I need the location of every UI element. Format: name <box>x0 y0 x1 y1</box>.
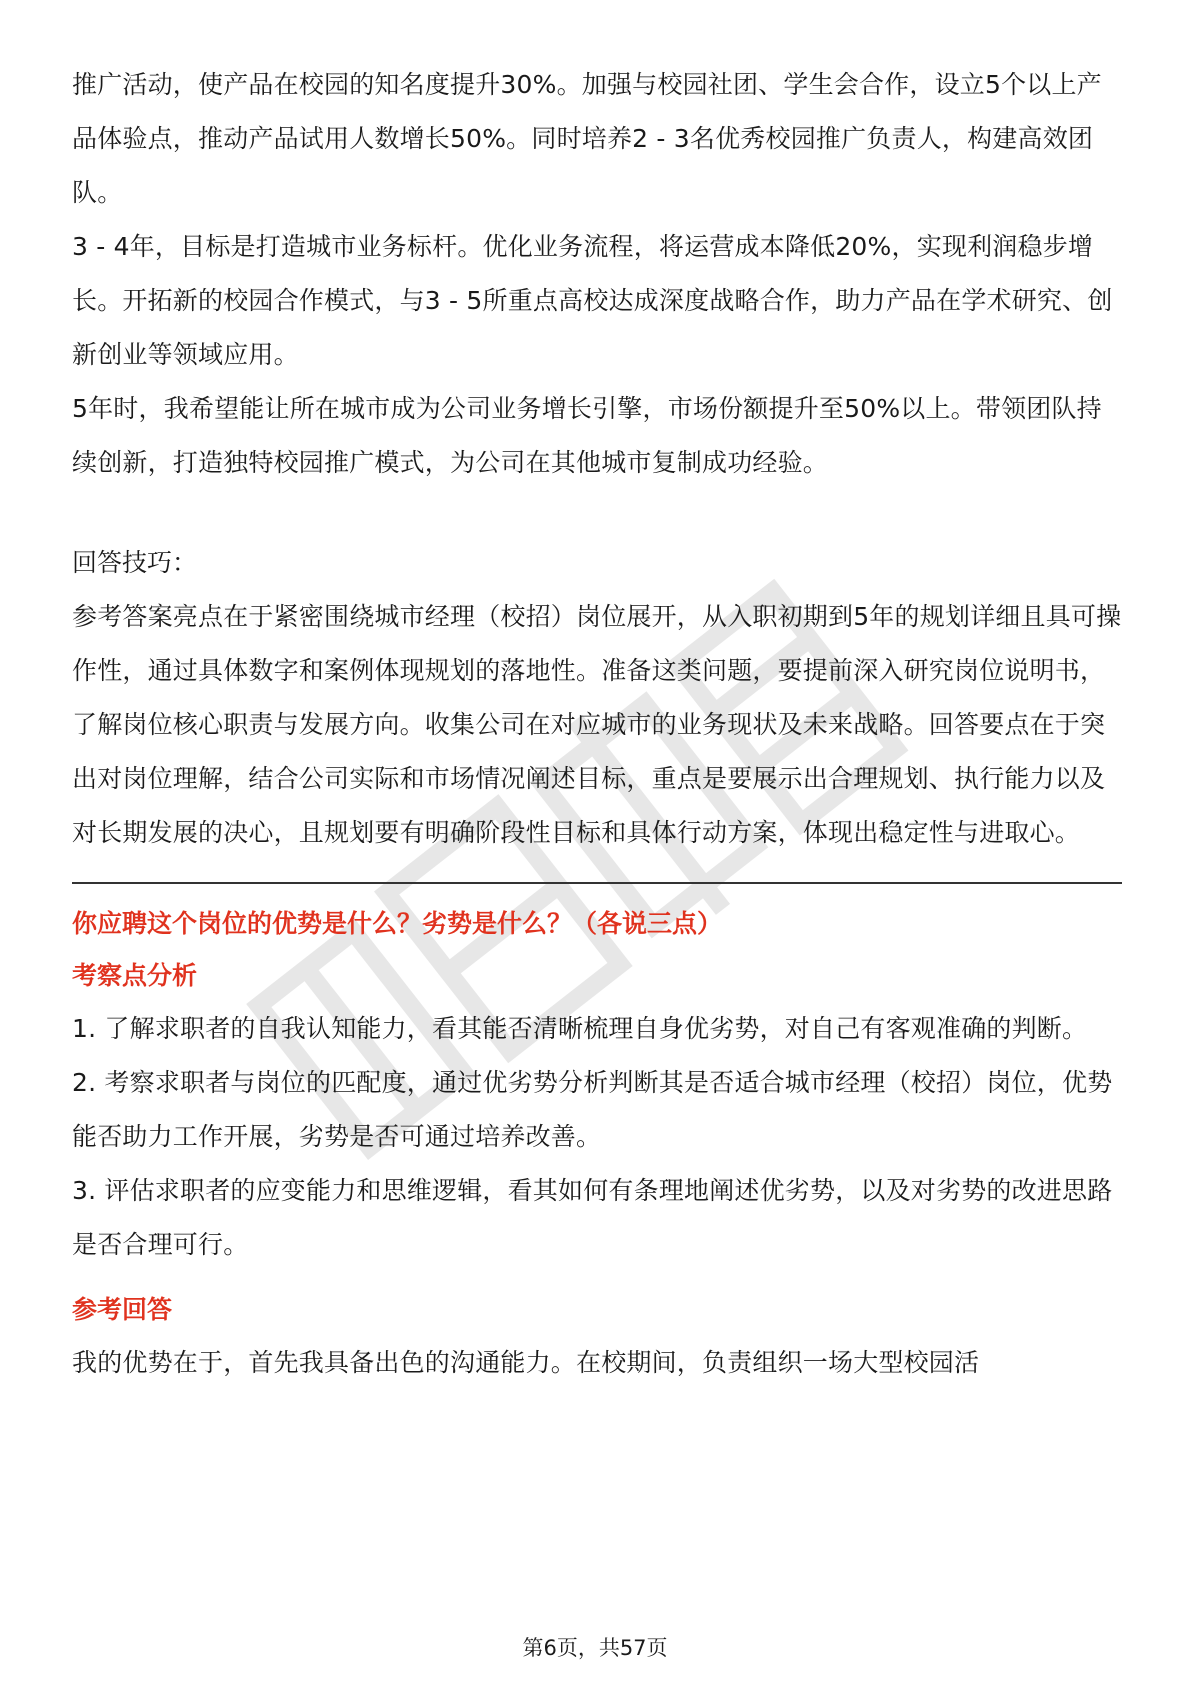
analysis-point: 2. 考察求职者与岗位的匹配度，通过优劣势分析判断其是否适合城市经理（校招）岗位，优势能否助力工作开展，劣势是否可通过培养改善。 <box>72 1068 1113 1151</box>
section-spacer <box>72 490 1122 536</box>
document-body <box>72 58 1122 1390</box>
answer-heading: 参考回答 <box>72 1295 173 1324</box>
question-title: 你应聘这个岗位的优势是什么？劣势是什么？（各说三点） <box>72 909 723 938</box>
tips-title: 回答技巧： <box>72 548 198 577</box>
continuation-paragraph: 推广活动，使产品在校园的知名度提升30%。加强与校园社团、学生会合作，设立5个以上产品体验点，推动产品试用人数增长50%。同时培养2 - 3名优秀校园推广负责人，构建高效团队。 <box>72 70 1102 207</box>
continuation-paragraph: 3 - 4年，目标是打造城市业务标杆。优化业务流程，将运营成本降低20%，实现利润稳步增长。开拓新的校园合作模式，与3 - 5所重点高校达成深度战略合作，助力产品在学术研究、创新创业等领域应用。 <box>72 232 1113 369</box>
answer-paragraph: 我的优势在于，首先我具备出色的沟通能力。在校期间，负责组织一场大型校园活 <box>72 1348 980 1377</box>
section-divider <box>72 882 1122 884</box>
analysis-point: 1. 了解求职者的自我认知能力，看其能否清晰梳理自身优劣势，对自己有客观准确的判断。 <box>72 1014 1088 1043</box>
analysis-heading: 考察点分析 <box>72 961 198 990</box>
continuation-paragraph: 5年时，我希望能让所在城市成为公司业务增长引擎，市场份额提升至50%以上。带领团队持续创新，打造独特校园推广模式，为公司在其他城市复制成功经验。 <box>72 394 1102 477</box>
tips-body: 参考答案亮点在于紧密围绕城市经理（校招）岗位展开，从入职初期到5年的规划详细且具可操作性，通过具体数字和案例体现规划的落地性。准备这类问题，要提前深入研究岗位说明书，了解岗位核心职责与发展方向。收集公司在对应城市的业务现状及未来战略。回答要点在于突出对岗位理解，结合公司实际和市场情况阐述目标，重点是要展示出合理规划、执行能力以及对长期发展的决心，且规划要有明确阶段性目标和具体行动方案，体现出稳定性与进取心。 <box>72 602 1122 847</box>
page-number: 第6页，共57页 <box>522 1636 668 1660</box>
analysis-point: 3. 评估求职者的应变能力和思维逻辑，看其如何有条理地阐述优劣势，以及对劣势的改进思路是否合理可行。 <box>72 1176 1113 1259</box>
